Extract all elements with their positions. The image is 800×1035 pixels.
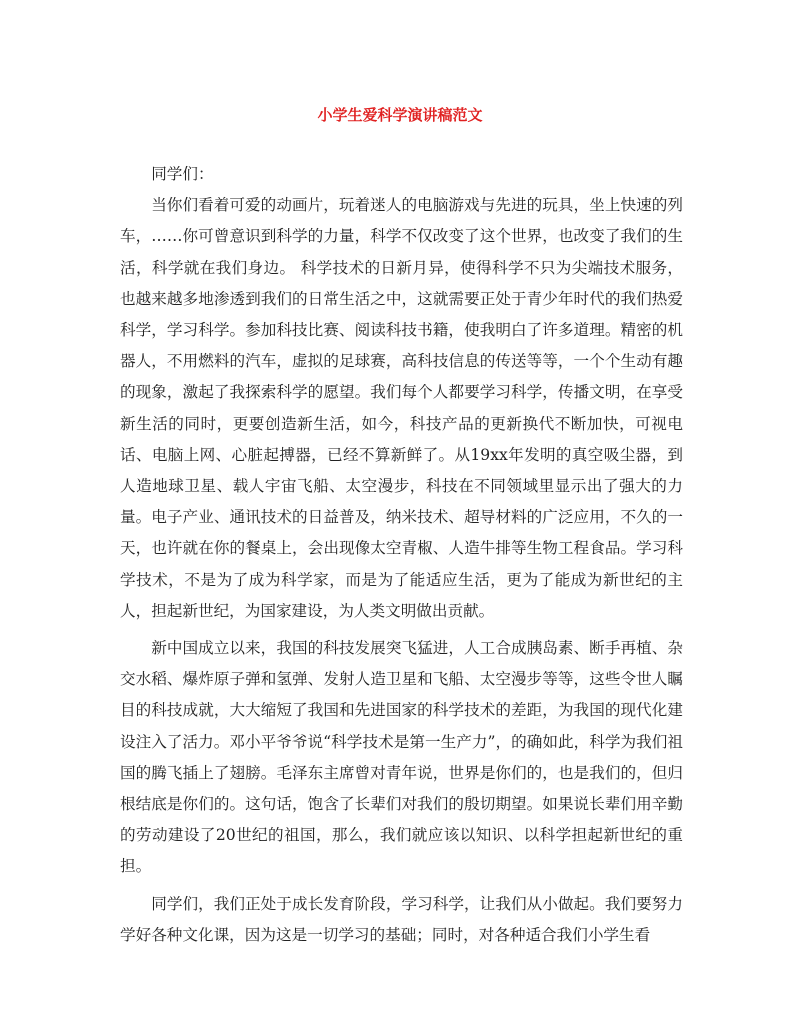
paragraph: 同学们，我们正处于成长发育阶段，学习科学，让我们从小做起。我们要努力学好各种文化课，因为这是一切学习的基础；同时，对各种适合我们小学生看 [120, 894, 683, 944]
salutation: 同学们： [151, 165, 214, 183]
paragraph: 当你们看着可爱的动画片，玩着迷人的电脑游戏与先进的玩具，坐上快速的列车，……你可曾意识到科学的力量，科学不仅改变了这个世界，也改变了我们的生活，科学就在我们身边。 科学技术的日新月异，使得科学不只为尖端技术服务，也越来越多地渗透到我们的日常生活之中，这就需要正处于青少年时代的我们热爱科学，学习科学。参加科技比赛、阅读科技书籍，使我明白了许多道理。精密的机器人，不用燃料的汽车，虚拟的足球赛，高科技信息的传送等等，一个个生动有趣的现象，激起了我探索科学的愿望。我们每个人都要学习科学，传播文明，在享受新生活的同时，更要创造新生活，如今，科技产品的更新换代不断加快，可视电话、电脑上网、心脏起搏器，已经不算新鲜了。从19xx年发明的真空吸尘器，到人造地球卫星、载人宇宙飞船、太空漫步，科技在不同领域里显示出了强大的力量。电子产业、通讯技术的日益普及，纳米技术、超导材料的广泛应用，不久的一天，也许就在你的餐桌上，会出现像太空青椒、人造牛排等生物工程食品。学习科学技术，不是为了成为科学家，而是为了能适应生活，更为了能成为新世纪的主人，担起新世纪，为国家建设，为人类文明做出贡献。 [120, 196, 683, 620]
paragraph: 新中国成立以来，我国的科技发展突飞猛进，人工合成胰岛素、断手再植、杂交水稻、爆炸原子弹和氢弹、发射人造卫星和飞船、太空漫步等等，这些令世人瞩目的科技成就，大大缩短了我国和先进国家的科学技术的差距，为我国的现代化建设注入了活力。邓小平爷爷说“科学技术是第一生产力”，的确如此，科学为我们祖国的腾飞插上了翅膀。毛泽东主席曾对青年说，世界是你们的，也是我们的，但归根结底是你们的。这句话，饱含了长辈们对我们的殷切期望。如果说长辈们用辛勤的劳动建设了20世纪的祖国，那么，我们就应该以知识、以科学担起新世纪的重担。 [120, 639, 683, 876]
document-body [120, 159, 683, 951]
document-title: 小学生爱科学演讲稿范文 [317, 106, 483, 124]
